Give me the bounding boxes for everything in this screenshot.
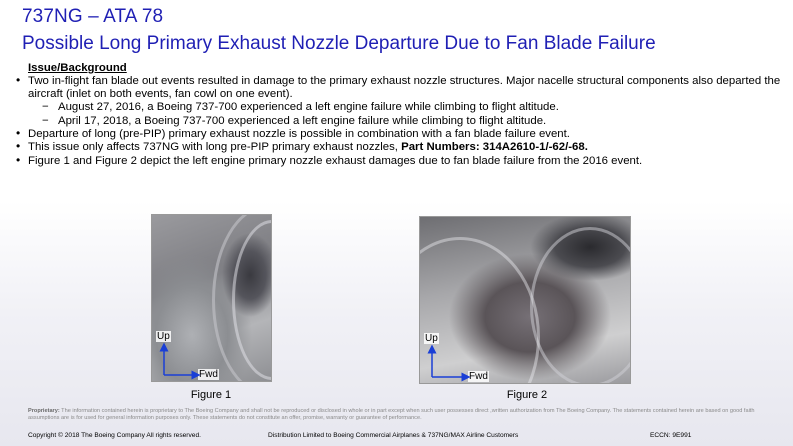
dash-icon: − xyxy=(42,101,49,114)
figure-2-photo xyxy=(419,216,631,384)
orientation-arrows-icon xyxy=(420,217,631,384)
slide-subtitle: Possible Long Primary Exhaust Nozzle Departure Due to Fan Blade Failure xyxy=(22,33,656,54)
proprietary-text: The information contained herein is proprietary to The Boeing Company and shall not be reproduced or disclosed in whole or in part except when such user possesses direct ,written authorization from The Boeing Company. The statements contained herein are based on good faith assumptions are is for used for general information purposes only. These statements do not constitute an offer, promise, warranty or guarantee of performance. xyxy=(28,408,755,422)
dash-icon: − xyxy=(42,114,49,127)
bullet-text: Two in-flight fan blade out events resulted in damage to the primary exhaust nozzle structures. Major nacelle structural components also departed the aircraft (inlet on both events, fan cowl on one event). xyxy=(28,75,781,100)
bullet-item xyxy=(14,152,784,167)
bullet-item xyxy=(14,128,784,140)
orientation-arrows-icon xyxy=(152,215,272,382)
issue-section xyxy=(14,62,784,168)
bullet-text: Figure 1 and Figure 2 depict the left engine primary nozzle exhaust damages due to fan blade failure from the 2016 event. xyxy=(28,154,643,167)
sub-bullet-item xyxy=(14,115,784,127)
distribution-notice: Distribution Limited to Boeing Commercial Airplanes & 737NG/MAX Airline Customers xyxy=(268,432,519,439)
bullet-text: This issue only affects 737NG with long pre-PIP primary exhaust nozzles, xyxy=(28,141,402,154)
sub-bullet-text: April 17, 2018, a Boeing 737-700 experienced a left engine failure while climbing to flight altitude. xyxy=(58,114,547,127)
fwd-label: Fwd xyxy=(469,371,488,382)
eccn: ECCN: 9E991 xyxy=(650,432,692,439)
fwd-label: Fwd xyxy=(199,369,218,380)
sub-bullet-item xyxy=(14,101,784,113)
proprietary-label: Proprietary: xyxy=(28,408,60,414)
proprietary-notice xyxy=(28,408,758,422)
bullet-icon: • xyxy=(16,73,21,88)
copyright: Copyright © 2018 The Boeing Company All rights reserved. xyxy=(28,432,201,439)
bullet-icon: • xyxy=(16,152,21,167)
up-label: Up xyxy=(425,333,438,344)
bullet-icon: • xyxy=(16,126,21,141)
figure-1-caption: Figure 1 xyxy=(190,389,232,401)
bullet-item xyxy=(14,75,784,100)
bullet-text: Departure of long (pre-PIP) primary exhaust nozzle is possible in combination with a fan blade failure event. xyxy=(28,128,570,141)
sub-bullet-text: August 27, 2016, a Boeing 737-700 experienced a left engine failure while climbing to flight altitude. xyxy=(58,101,559,114)
figure-1-photo xyxy=(151,214,272,382)
part-numbers: Part Numbers: 314A2610-1/-62/-68. xyxy=(401,141,588,154)
slide-title: 737NG – ATA 78 xyxy=(22,6,164,27)
bullet-item xyxy=(14,141,784,153)
issue-heading: Issue/Background xyxy=(28,62,127,74)
bullet-icon: • xyxy=(16,139,21,154)
figure-2-caption: Figure 2 xyxy=(506,389,548,401)
up-label: Up xyxy=(157,331,170,342)
